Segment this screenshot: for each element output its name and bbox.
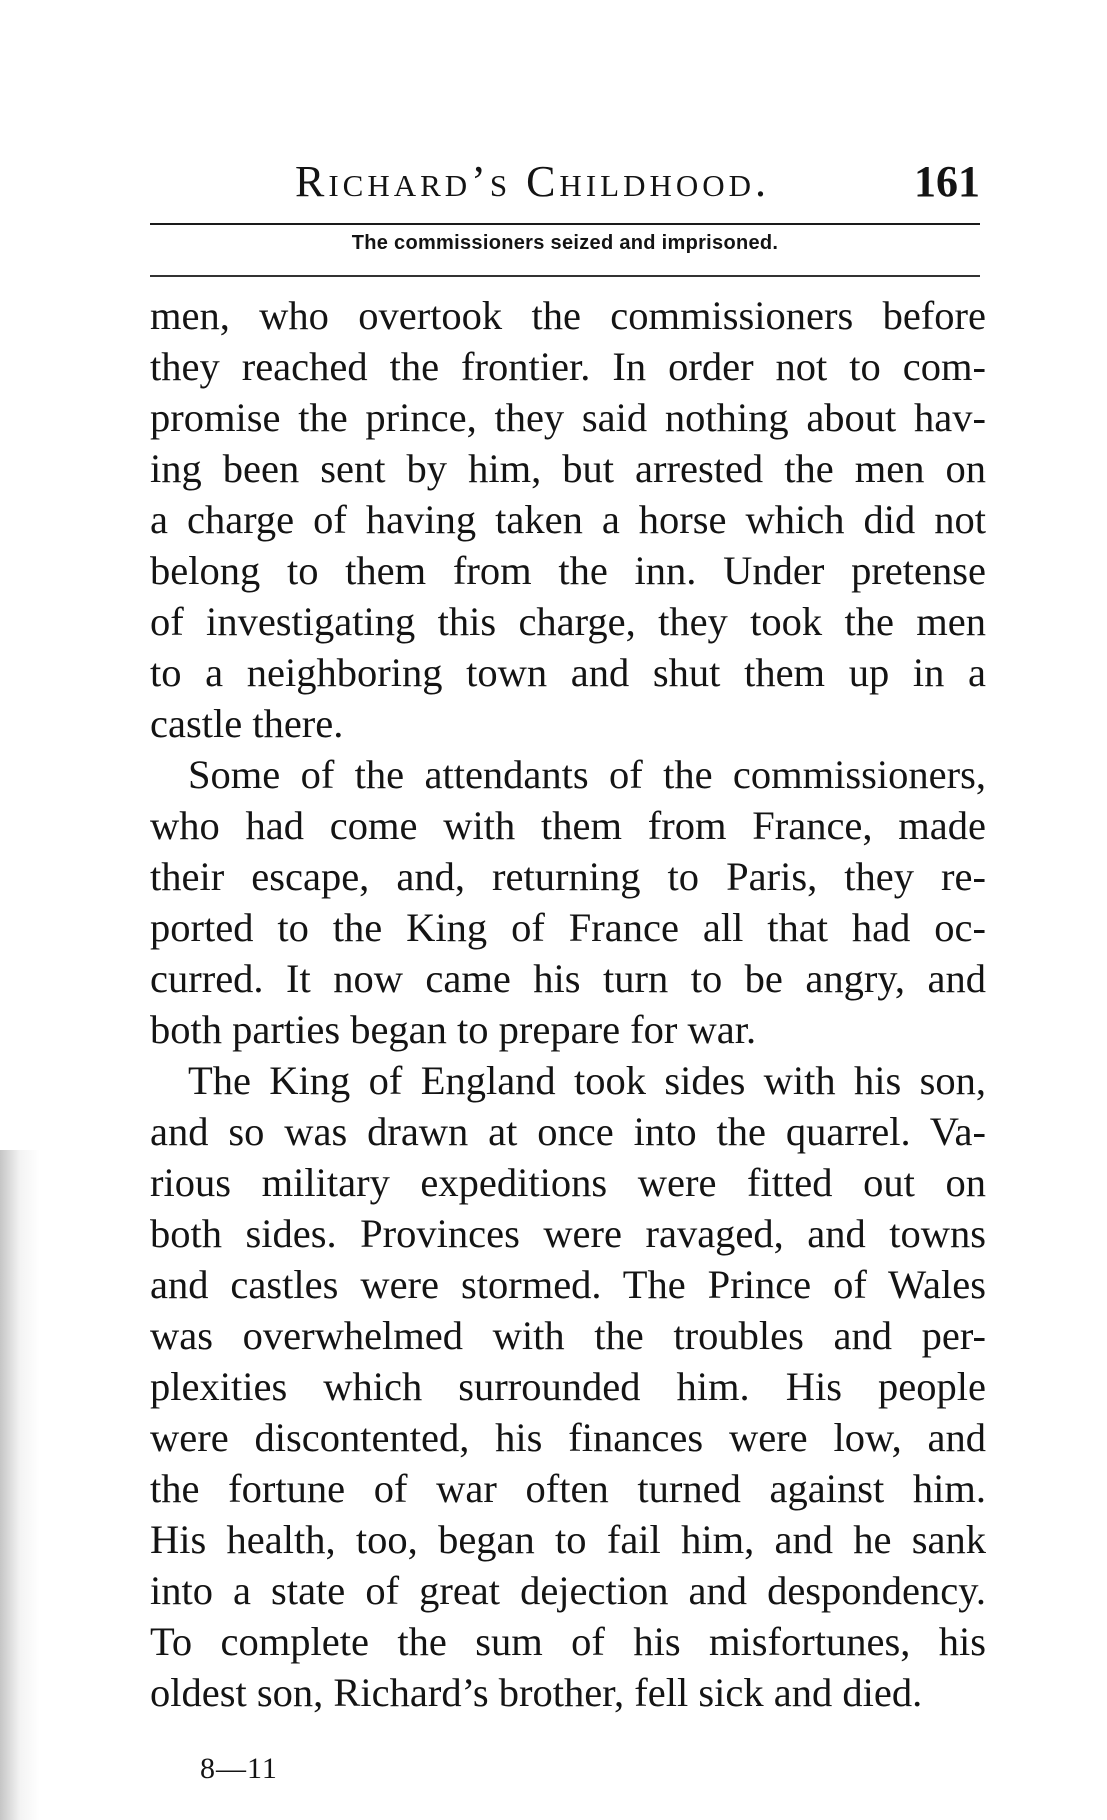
text-line: and castles were stormed. The Prince of Wales [150, 1262, 986, 1307]
header-rule-top [150, 223, 980, 225]
text-line: to a neighboring town and shut them up in a [150, 650, 986, 695]
page-number: 161 [914, 157, 980, 206]
text-line: Some of the attendants of the commissioners, [188, 752, 986, 797]
text-line: oldest son, Richard’s brother, fell sick and died. [150, 1670, 923, 1715]
text-line: who had come with them from France, made [150, 803, 986, 848]
body-text [150, 290, 986, 1718]
text-line: promise the prince, they said nothing about hav- [150, 395, 986, 440]
text-line: To complete the sum of his misfortunes, his [150, 1619, 986, 1664]
text-line: were discontented, his finances were low, and [150, 1415, 986, 1460]
text-line: was overwhelmed with the troubles and per- [150, 1313, 986, 1358]
text-line: plexities which surrounded him. His people [150, 1364, 986, 1409]
text-line: the fortune of war often turned against him. [150, 1466, 986, 1511]
text-line: their escape, and, returning to Paris, they re- [150, 854, 986, 899]
text-line: both sides. Provinces were ravaged, and towns [150, 1211, 986, 1256]
text-line: a charge of having taken a horse which did not [150, 497, 986, 542]
text-line: and so was drawn at once into the quarrel. Va- [150, 1109, 986, 1154]
text-line: men, who overtook the commissioners before [150, 293, 986, 338]
text-line: castle there. [150, 701, 344, 746]
text-line: The King of England took sides with his son, [188, 1058, 986, 1103]
section-subheading: The commissioners seized and imprisoned. [351, 232, 779, 254]
text-line: His health, too, began to fail him, and he sank [150, 1517, 986, 1562]
text-line: into a state of great dejection and despondency. [150, 1568, 986, 1613]
text-line: ported to the King of France all that had oc- [150, 905, 986, 950]
text-line: rious military expeditions were fitted out on [150, 1160, 986, 1205]
signature-mark: 8—11 [200, 1752, 278, 1785]
header-rule-bottom [150, 275, 980, 277]
page-header [150, 156, 980, 216]
running-title: Richard’s Childhood. [295, 157, 771, 206]
text-line: they reached the frontier. In order not to com- [150, 344, 986, 389]
binding-shadow [0, 1150, 40, 1820]
text-line: ing been sent by him, but arrested the men on [150, 446, 986, 491]
text-line: both parties began to prepare for war. [150, 1007, 757, 1052]
text-line: curred. It now came his turn to be angry, and [150, 956, 986, 1001]
text-line: of investigating this charge, they took the men [150, 599, 986, 644]
text-line: belong to them from the inn. Under pretense [150, 548, 986, 593]
